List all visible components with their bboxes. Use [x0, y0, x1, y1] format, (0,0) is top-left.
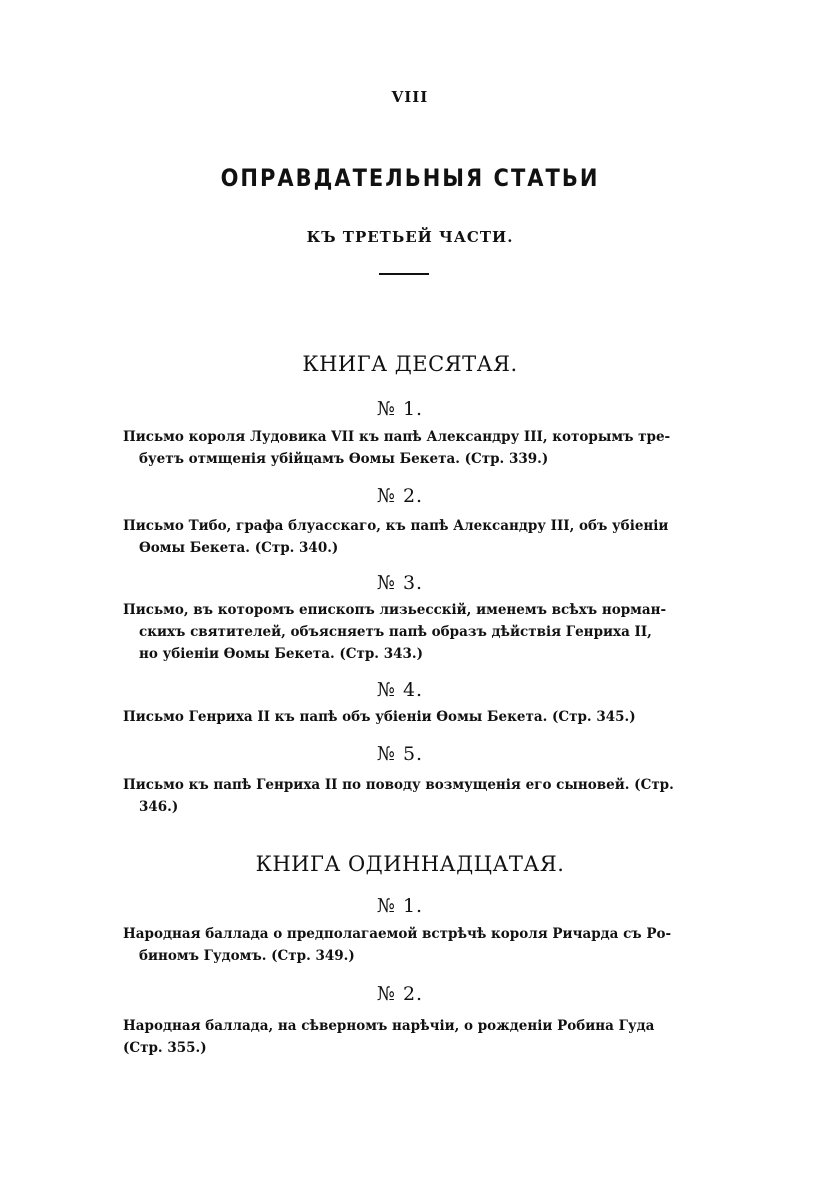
document-number: № 2. — [376, 983, 424, 1005]
text-line: буетъ отмщенія убійцамъ Ѳомы Бекета. (Стр. 339.) — [139, 451, 549, 467]
book-heading: КНИГА ДЕСЯТАЯ. — [302, 352, 518, 376]
text-line: скихъ святителей, объясняетъ папѣ образъ дѣйствія Генриха II, — [139, 624, 652, 640]
document-number: № 3. — [376, 572, 424, 594]
text-line: (Стр. 355.) — [123, 1040, 207, 1056]
page-subtitle: КЪ ТРЕТЬЕЙ ЧАСТИ. — [306, 228, 514, 246]
document-description — [123, 515, 686, 559]
document-description — [123, 1015, 686, 1059]
document-number: № 2. — [376, 485, 424, 507]
text-line: но убіеніи Ѳомы Бекета. (Стр. 343.) — [139, 646, 423, 662]
document-number: № 4. — [376, 679, 424, 701]
page-number: VIII — [391, 88, 429, 106]
text-line: Письмо, въ которомъ епископъ лизьесскій, именемъ всѣхъ норман- — [123, 602, 667, 618]
text-line: Ѳомы Бекета. (Стр. 340.) — [139, 540, 339, 556]
book-heading: КНИГА ОДИННАДЦАТАЯ. — [255, 852, 565, 876]
document-number: № 1. — [376, 895, 424, 917]
page-title: ОПРАВДАТЕЛЬНЫЯ СТАТЬИ — [220, 164, 600, 192]
document-description — [123, 599, 686, 665]
text-line: 346.) — [139, 799, 179, 815]
title-rule — [379, 273, 429, 275]
document-description — [123, 774, 686, 818]
text-line: Письмо Генриха II къ папѣ объ убіеніи Ѳомы Бекета. (Стр. 345.) — [123, 709, 636, 725]
document-number: № 1. — [376, 398, 424, 420]
document-description — [123, 923, 686, 967]
text-line: Письмо короля Лудовика VII къ папѣ Александру III, которымъ тре- — [123, 429, 671, 445]
document-description — [123, 706, 686, 728]
text-line: Письмо Тибо, графа блуасскаго, къ папѣ Александру III, объ убіеніи — [123, 518, 669, 534]
document-number: № 5. — [376, 743, 424, 765]
text-line: Народная баллада о предполагаемой встрѣчѣ короля Ричарда съ Ро- — [123, 926, 672, 942]
document-description — [123, 426, 686, 470]
text-line: Письмо къ папѣ Генриха II по поводу возмущенія его сыновей. (Стр. — [123, 777, 674, 793]
text-line: Народная баллада, на сѣверномъ нарѣчіи, о рожденіи Робина Гуда — [123, 1018, 655, 1034]
text-line: биномъ Гудомъ. (Стр. 349.) — [139, 948, 355, 964]
